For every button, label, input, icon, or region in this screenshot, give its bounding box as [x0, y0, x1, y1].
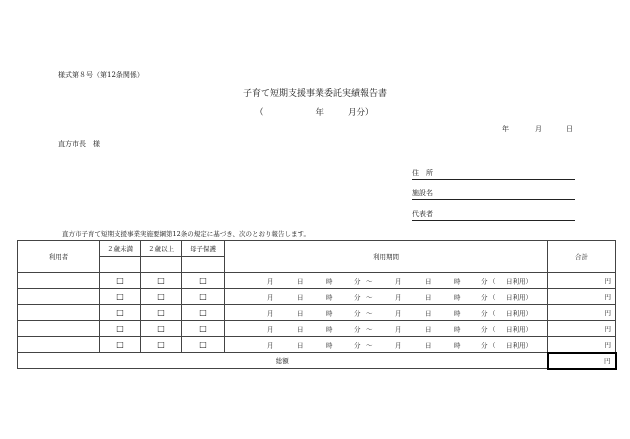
period-month: 月: [267, 293, 274, 301]
period-hour: 時: [326, 309, 333, 317]
under2-checkbox[interactable]: □: [116, 276, 124, 285]
period-tilde: ～: [366, 325, 373, 333]
period-month: 月: [267, 277, 274, 285]
table-body: [18, 273, 616, 353]
period-day: 日: [425, 309, 432, 317]
period-minute: 分: [354, 293, 361, 301]
row-yen: 円: [604, 293, 611, 301]
period-day: 日: [297, 309, 304, 317]
period-paren: （: [489, 309, 496, 317]
period-month: 月: [267, 309, 274, 317]
period-day: 日: [297, 325, 304, 333]
table-row: [18, 273, 616, 289]
header-total: 合計: [548, 241, 616, 273]
period-hour: 時: [454, 293, 461, 301]
grand-total-field[interactable]: [548, 353, 616, 369]
under2-checkbox[interactable]: □: [116, 292, 124, 301]
under2-checkbox[interactable]: □: [116, 340, 124, 349]
period-hour: 時: [326, 277, 333, 285]
row-yen: 円: [604, 309, 611, 317]
facility-field[interactable]: [412, 189, 575, 200]
row-total-cell[interactable]: [548, 337, 616, 353]
period-month: 月: [267, 341, 274, 349]
facility-label: 施設名: [412, 189, 433, 197]
period-year-label: 年: [315, 108, 325, 118]
report-date: [502, 124, 573, 134]
header-period: 利用期間: [225, 241, 548, 273]
statement-text: 直方市子育て短期支援事業実施要綱第12条の規定に基づき、次のとおり報告します。: [62, 230, 310, 238]
period-cell[interactable]: [225, 273, 548, 289]
period-minute: 分: [354, 341, 361, 349]
row-yen: 円: [604, 325, 611, 333]
usage-table: [17, 240, 617, 370]
period-day: 日: [425, 325, 432, 333]
period-days_used: 日利用）: [506, 293, 532, 301]
mother-child-checkbox[interactable]: □: [199, 308, 207, 317]
date-day-label: 日: [566, 125, 573, 133]
grand-total-yen: 円: [604, 357, 611, 365]
period-minute: 分: [354, 309, 361, 317]
user-cell[interactable]: [18, 321, 100, 337]
address-field[interactable]: [412, 169, 575, 180]
under2-checkbox[interactable]: □: [116, 308, 124, 317]
row-yen: 円: [604, 277, 611, 285]
period-month: 月: [395, 309, 402, 317]
form-number: 様式第８号（第12条関係）: [58, 71, 144, 79]
date-year-label: 年: [502, 125, 509, 133]
period-minute: 分: [481, 325, 488, 333]
period-hour: 時: [326, 325, 333, 333]
period-day: 日: [297, 341, 304, 349]
header-over2: ２歳以上: [141, 241, 182, 257]
period-minute: 分: [354, 277, 361, 285]
over2-checkbox[interactable]: □: [157, 308, 165, 317]
period-day: 日: [297, 277, 304, 285]
period-month: 月: [395, 293, 402, 301]
representative-field[interactable]: [412, 210, 575, 221]
header-under2: ２歳未満: [100, 241, 141, 257]
period-paren: （: [489, 325, 496, 333]
period-paren: （: [489, 293, 496, 301]
period-cell[interactable]: [225, 289, 548, 305]
user-cell[interactable]: [18, 289, 100, 305]
table-row: [18, 305, 616, 321]
under2-checkbox[interactable]: □: [116, 324, 124, 333]
table-row: [18, 337, 616, 353]
header-mother-child: 母子保護: [182, 241, 225, 257]
row-total-cell[interactable]: [548, 289, 616, 305]
period-month: 月: [395, 341, 402, 349]
period-minute: 分: [481, 309, 488, 317]
header-user: 利用者: [18, 241, 100, 273]
period-month: 月: [267, 325, 274, 333]
over2-checkbox[interactable]: □: [157, 292, 165, 301]
over2-checkbox[interactable]: □: [157, 340, 165, 349]
recipient: 直方市長 様: [58, 140, 100, 148]
address-label: 住 所: [412, 169, 433, 177]
period-month-label: 月分）: [348, 108, 374, 118]
period-tilde: ～: [366, 277, 373, 285]
period-hour: 時: [454, 277, 461, 285]
table-row: [18, 289, 616, 305]
representative-label: 代表者: [412, 210, 433, 218]
period-month: 月: [395, 277, 402, 285]
mother-child-checkbox[interactable]: □: [199, 276, 207, 285]
period-days_used: 日利用）: [506, 277, 532, 285]
period-hour: 時: [326, 293, 333, 301]
period-cell[interactable]: [225, 321, 548, 337]
period-minute: 分: [481, 277, 488, 285]
period-hour: 時: [454, 325, 461, 333]
period-hour: 時: [326, 341, 333, 349]
period-cell[interactable]: [225, 337, 548, 353]
period-cell[interactable]: [225, 305, 548, 321]
table-row: [18, 321, 616, 337]
period-minute: 分: [481, 341, 488, 349]
period-day: 日: [425, 277, 432, 285]
period-hour: 時: [454, 309, 461, 317]
period-paren: （: [489, 277, 496, 285]
period-days_used: 日利用）: [506, 325, 532, 333]
user-cell[interactable]: [18, 337, 100, 353]
row-total-cell[interactable]: [548, 305, 616, 321]
over2-checkbox[interactable]: □: [157, 324, 165, 333]
mother-child-checkbox[interactable]: □: [199, 340, 207, 349]
row-total-cell[interactable]: [548, 273, 616, 289]
period-tilde: ～: [366, 309, 373, 317]
period-day: 日: [425, 293, 432, 301]
row-yen: 円: [604, 340, 611, 349]
period-days_used: 日利用）: [506, 309, 532, 317]
period-month: 月: [395, 325, 402, 333]
period-paren: （: [489, 341, 496, 349]
grand-total-label: 総額: [18, 353, 548, 369]
period-tilde: ～: [366, 341, 373, 349]
date-month-label: 月: [535, 125, 542, 133]
user-cell[interactable]: [18, 305, 100, 321]
period-days_used: 日利用）: [506, 341, 532, 349]
period-minute: 分: [481, 293, 488, 301]
period-minute: 分: [354, 325, 361, 333]
period-tilde: ～: [366, 293, 373, 301]
page-title: 子育て短期支援事業委託実績報告書: [242, 89, 387, 99]
report-period: [255, 106, 374, 118]
period-day: 日: [297, 293, 304, 301]
mother-child-checkbox[interactable]: □: [199, 324, 207, 333]
mother-child-checkbox[interactable]: □: [199, 292, 207, 301]
period-open-paren: （: [255, 108, 264, 118]
period-day: 日: [425, 341, 432, 349]
row-total-cell[interactable]: [548, 321, 616, 337]
user-cell[interactable]: [18, 273, 100, 289]
over2-checkbox[interactable]: □: [157, 276, 165, 285]
period-hour: 時: [454, 341, 461, 349]
